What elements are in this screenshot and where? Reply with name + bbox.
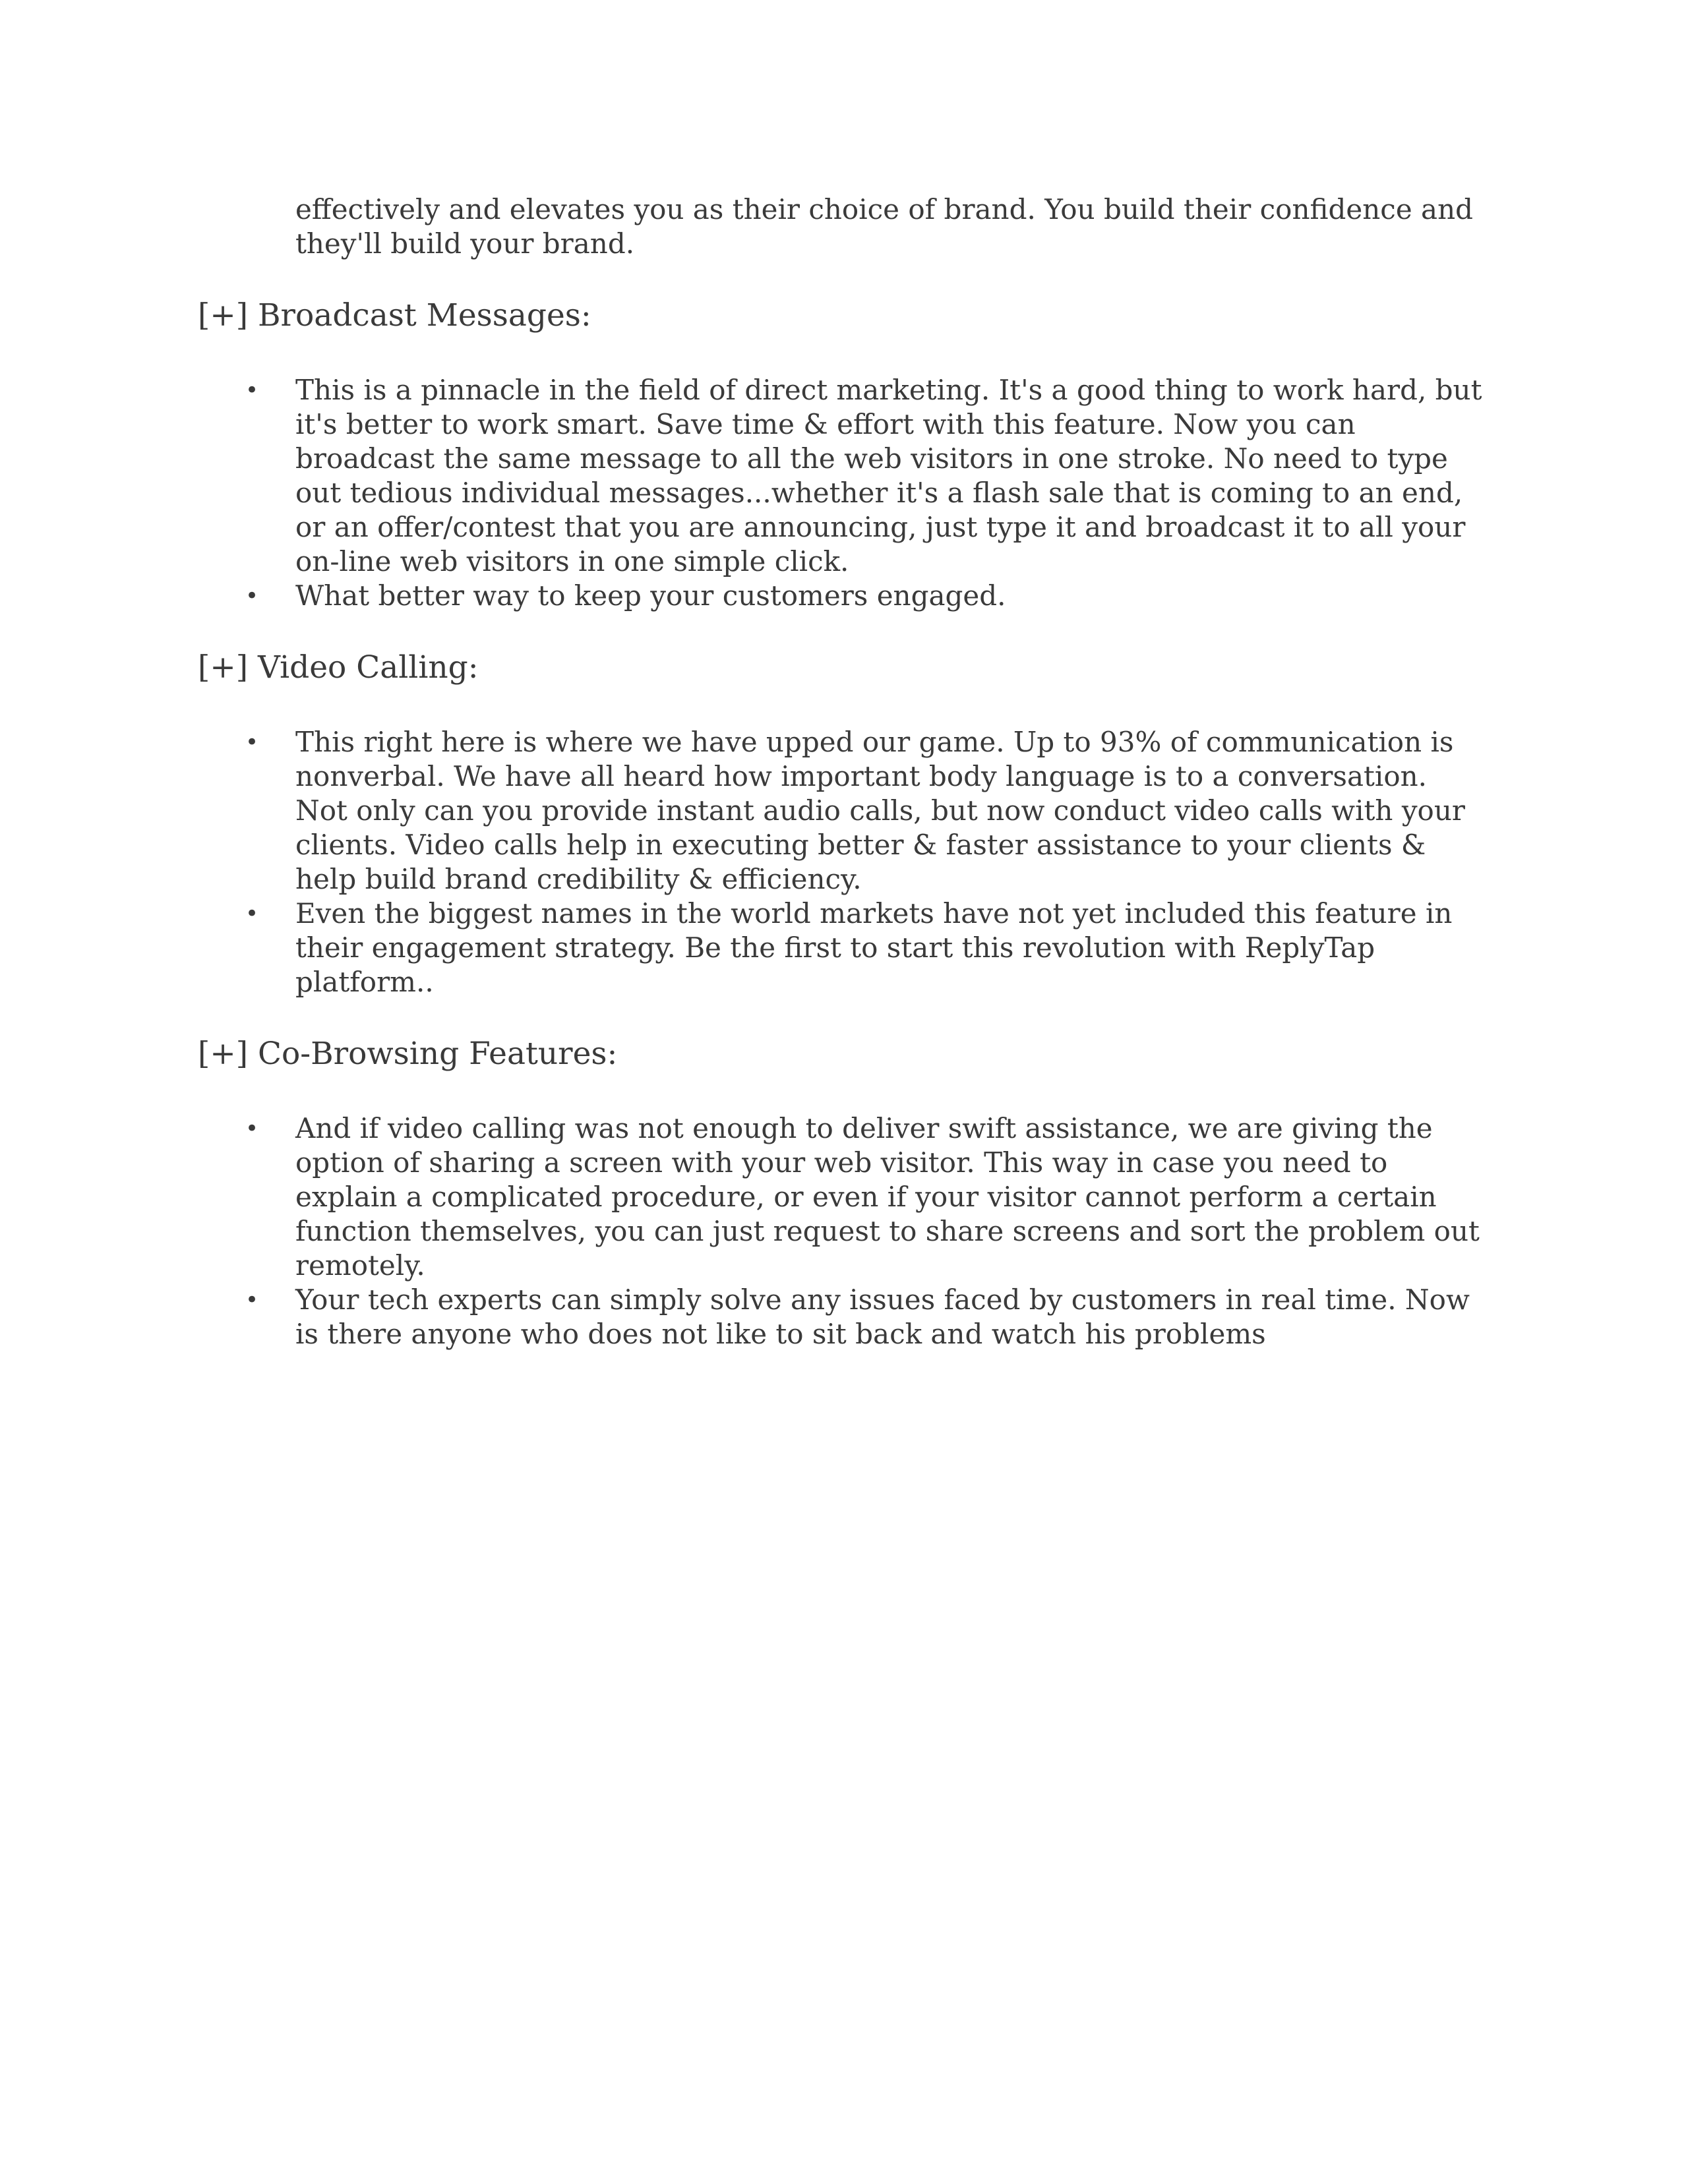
list-item: [245, 897, 1482, 999]
list-item: [245, 725, 1482, 897]
document-page: [198, 192, 1490, 1351]
bullet-icon: •: [245, 900, 259, 927]
section-co-browsing-features: [198, 1035, 1490, 1351]
list-item-text: And if video calling was not enough to deliver swift assistance, we are giving the option of sharing a screen with your web visitor. This way in case you need to explain a complicated procedure, or even if your visitor cannot perform a certain function themselves, you can just request to share screens and sort the problem out remotely.: [295, 1112, 1480, 1282]
section-heading: [+] Co-Browsing Features:: [198, 1036, 618, 1072]
bullet-icon: •: [245, 1287, 259, 1313]
bullet-list: [198, 373, 1482, 613]
list-item: [245, 1283, 1482, 1351]
list-item-text: Your tech experts can simply solve any issues faced by customers in real time. Now is there anyone who does not like to sit back and watch his problems: [295, 1284, 1470, 1350]
bullet-list: [198, 1111, 1482, 1351]
continuation-paragraph: effectively and elevates you as their choice of brand. You build their confidence and they'll build your brand.: [295, 193, 1474, 260]
list-item: [245, 579, 1482, 613]
bullet-icon: •: [245, 1115, 259, 1142]
bullet-icon: •: [245, 583, 259, 609]
bullet-icon: •: [245, 729, 259, 755]
list-item: [245, 1111, 1482, 1283]
list-item: [245, 373, 1482, 579]
section-video-calling: [198, 649, 1490, 999]
list-item-text: Even the biggest names in the world markets have not yet included this feature in their engagement strategy. Be the first to start this revolution with ReplyTap platform..: [295, 897, 1453, 998]
section-heading: [+] Broadcast Messages:: [198, 297, 591, 334]
list-item-text: This right here is where we have upped our game. Up to 93% of communication is nonverbal. We have all heard how important body language is to a conversation. Not only can you provide instant audio calls, but now conduct video calls with your clients. Video calls help in executing better & faster assistance to your clients & help build brand credibility & efficiency.: [295, 726, 1465, 895]
bullet-list: [198, 725, 1482, 999]
list-item-text: This is a pinnacle in the field of direct marketing. It's a good thing to work hard, but it's better to work smart. Save time & effort with this feature. Now you can broadcast the same message to all the web visitors in one stroke. No need to type out tedious individual messages...whether it's a flash sale that is coming to an end, or an offer/contest that you are announcing, just type it and broadcast it to all your on-line web visitors in one simple click.: [295, 374, 1482, 577]
bullet-icon: •: [245, 377, 259, 403]
list-item-text: What better way to keep your customers engaged.: [295, 579, 1006, 612]
section-heading: [+] Video Calling:: [198, 649, 479, 686]
section-broadcast-messages: [198, 297, 1490, 613]
